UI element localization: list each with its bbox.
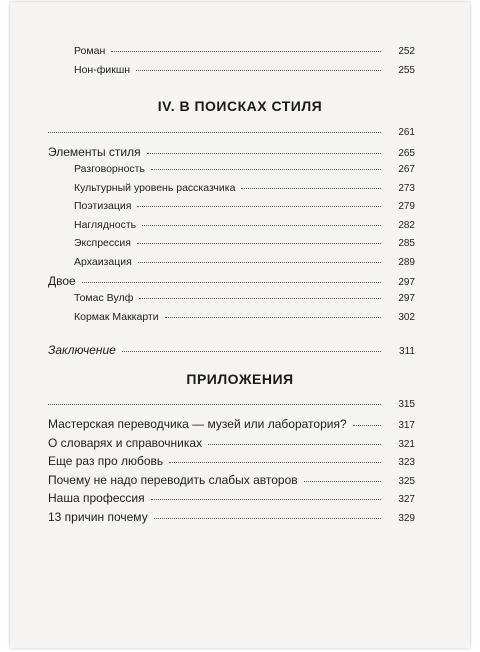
toc-entry-page: 261 [398, 127, 415, 138]
toc-entry[interactable] [48, 274, 415, 290]
toc-entry-label: Архаизация [74, 256, 132, 268]
leader-dots [82, 281, 381, 283]
toc-entry-label: Разговорность [74, 163, 145, 175]
leader-dots [147, 152, 381, 154]
toc-entry-label: Культурный уровень рассказчика [74, 182, 236, 194]
toc-entry-page: 311 [399, 346, 415, 357]
toc-entry[interactable] [48, 182, 415, 195]
toc-entry-page: 255 [398, 65, 415, 76]
toc-entry-label: Нон-фикшн [74, 64, 131, 76]
leader-dots [165, 316, 381, 318]
toc-entry-intro[interactable] [48, 398, 415, 412]
toc-entry[interactable] [48, 417, 415, 433]
toc-entry[interactable] [48, 292, 415, 305]
toc-entry[interactable] [48, 145, 415, 161]
toc-entry-page: 317 [398, 420, 415, 431]
leader-dots [137, 205, 381, 207]
toc-entry-page: 297 [398, 293, 415, 304]
toc-entry-conclusion[interactable] [48, 343, 415, 359]
toc-entry-page: 289 [398, 257, 415, 268]
leader-dots [208, 443, 381, 445]
leader-dots [136, 69, 381, 71]
toc-entry[interactable] [48, 64, 415, 77]
toc-entry[interactable] [48, 256, 415, 269]
toc-entry[interactable] [48, 491, 415, 507]
toc-entry[interactable] [48, 163, 415, 176]
toc-entry-page: 327 [398, 494, 415, 505]
toc-entry-label: Элементы стиля [48, 145, 141, 159]
leader-dots [48, 403, 381, 405]
toc-entry[interactable] [48, 45, 415, 58]
toc-entry-label: Мастерская переводчика — музей или лаборатория? [48, 417, 347, 431]
toc-entry-page: 315 [398, 399, 415, 410]
leader-dots [48, 131, 381, 133]
toc-entry-page: 325 [398, 476, 415, 487]
toc-entry-page: 321 [398, 439, 415, 450]
leader-dots [142, 224, 381, 226]
toc-entry-label: Наглядность [74, 219, 137, 231]
toc-entry-page: 265 [398, 148, 415, 159]
toc-entry-intro[interactable] [48, 126, 415, 140]
toc-entry-page: 329 [398, 513, 415, 524]
toc-entry-label: Еще раз про любовь [48, 454, 164, 468]
toc-entry-label: 13 причин почему [48, 510, 148, 524]
leader-dots [353, 424, 381, 426]
toc-entry-label: Экспрессия [74, 237, 131, 249]
toc-entry[interactable] [48, 311, 415, 324]
leader-dots [241, 187, 381, 189]
toc-entry-page: 267 [398, 164, 415, 175]
leader-dots [151, 168, 381, 170]
toc-entry[interactable] [48, 219, 415, 232]
toc-entry[interactable] [48, 473, 415, 489]
toc-entry[interactable] [48, 200, 415, 213]
leader-dots [304, 480, 381, 482]
toc-entry-page: 279 [398, 201, 415, 212]
leader-dots [137, 242, 381, 244]
toc-entry-label: Наша профессия [48, 491, 145, 505]
toc-entry-label: Заключение [48, 343, 116, 357]
toc-entry-label: Поэтизация [74, 200, 132, 212]
toc-entry-page: 273 [398, 183, 415, 194]
toc-entry-page: 282 [398, 220, 415, 231]
leader-dots [138, 261, 381, 263]
toc-entry[interactable] [48, 510, 415, 526]
toc-entry-label: Томас Вулф [74, 292, 134, 304]
leader-dots [169, 461, 381, 463]
toc-entry-label: Роман [74, 45, 106, 57]
toc-entry-label: Почему не надо переводить слабых авторов [48, 473, 298, 487]
leader-dots [111, 50, 381, 52]
toc-entry-page: 302 [398, 312, 415, 323]
toc-entry[interactable] [48, 436, 415, 452]
section-heading: ПРИЛОЖЕНИЯ [186, 371, 294, 387]
section-heading: IV. В ПОИСКАХ СТИЛЯ [157, 98, 323, 114]
leader-dots [151, 498, 381, 500]
leader-dots [139, 297, 381, 299]
book-page [10, 2, 470, 648]
leader-dots [122, 350, 381, 352]
toc-entry-page: 323 [398, 457, 415, 468]
toc-entry-label: Кормак Маккарти [74, 311, 159, 323]
toc-entry-page: 285 [398, 238, 415, 249]
toc-entry[interactable] [48, 237, 415, 250]
toc-entry-label: Двое [48, 274, 76, 288]
toc-entry[interactable] [48, 454, 415, 470]
leader-dots [154, 517, 381, 519]
toc-entry-page: 297 [398, 277, 415, 288]
toc-entry-label: О словарях и справочниках [48, 436, 203, 450]
toc-entry-page: 252 [398, 46, 415, 57]
